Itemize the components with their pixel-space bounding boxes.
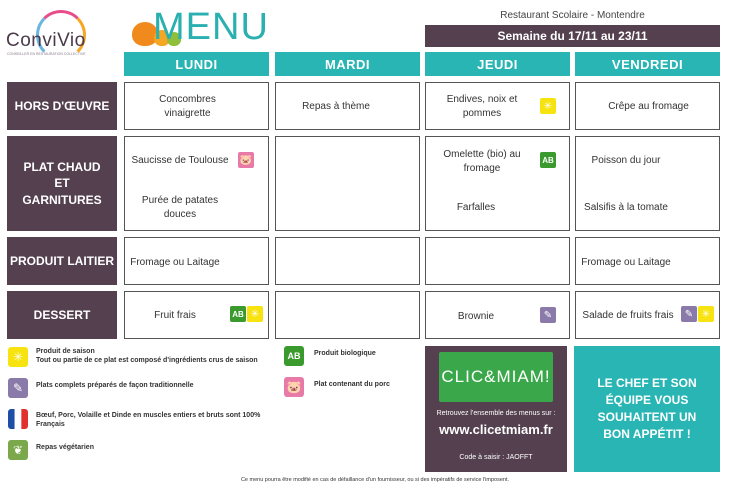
legend-season-icon: ✳ <box>8 347 28 367</box>
day-header-jeudi: JEUDI <box>425 52 570 76</box>
dish-text: Salsifis à la tomate <box>584 202 668 213</box>
homemade-icon: ✎ <box>540 307 556 323</box>
cell-lundi-hors-doeuvre <box>124 82 269 130</box>
clicetmiam-panel <box>425 346 567 472</box>
cell-vendredi-produit-laitier <box>575 237 720 285</box>
day-header-mardi: MARDI <box>275 52 420 76</box>
dish-text: Repas à thème <box>302 101 370 112</box>
bio-icon: AB <box>230 306 246 322</box>
dish-text: Fromage ou Laitage <box>581 257 671 268</box>
legend-pork-icon: 🐷 <box>284 377 304 397</box>
row-label-plat-chaud: PLAT CHAUD ET GARNITURES <box>7 136 117 231</box>
clicetmiam-link[interactable]: www.clicetmiam.fr <box>439 422 553 437</box>
legend-bio-icon: AB <box>284 346 304 366</box>
week-banner: Semaine du 17/11 au 23/11 <box>425 25 720 47</box>
dish-text: Concombres vinaigrette <box>159 94 216 119</box>
chef-message <box>574 346 720 472</box>
legend-homemade-icon: ✎ <box>8 378 28 398</box>
legend-season-title: Produit de saison <box>36 348 95 355</box>
page-title: MENU <box>153 6 269 48</box>
cell-jeudi-dessert <box>425 291 570 339</box>
logo-subtitle: CONSEILLER EN RESTAURATION COLLECTIVE <box>7 52 86 56</box>
convivio-logo <box>6 8 116 58</box>
bio-icon: AB <box>540 152 556 168</box>
clicetmiam-intro: Retrouvez l'ensemble des menus sur : <box>436 410 556 417</box>
legend-france: Bœuf, Porc, Volaille et Dinde en muscles entiers et bruts sont 100% Français <box>36 412 261 429</box>
dish-text: Fromage ou Laitage <box>130 257 220 268</box>
cell-mardi-dessert <box>275 291 420 339</box>
cell-mardi-produit-laitier <box>275 237 420 285</box>
restaurant-name: Restaurant Scolaire - Montendre <box>500 10 645 21</box>
clicetmiam-code: Code à saisir : JAOFFT <box>459 454 533 461</box>
legend-pork: Plat contenant du porc <box>314 381 390 388</box>
homemade-icon: ✎ <box>681 306 697 322</box>
season-icon: ✳ <box>247 306 263 322</box>
dish-text: Endives, noix et pommes <box>446 94 518 119</box>
legend-vegetarian: Repas végétarien <box>36 444 94 451</box>
row-label-produit-laitier: PRODUIT LAITIER <box>7 237 117 285</box>
cell-mardi-plat-chaud <box>275 136 420 231</box>
cell-lundi-produit-laitier <box>124 237 269 285</box>
legend-vegetarian-icon: ❦ <box>8 440 28 460</box>
dish-text: Saucisse de Toulouse <box>131 155 229 166</box>
day-header-vendredi: VENDREDI <box>575 52 720 76</box>
cell-jeudi-produit-laitier <box>425 237 570 285</box>
dish-text: Crêpe au fromage <box>608 101 689 112</box>
season-icon: ✳ <box>540 98 556 114</box>
dish-text: Fruit frais <box>154 310 196 321</box>
row-label-dessert: DESSERT <box>7 291 117 339</box>
cell-lundi-plat-chaud <box>124 136 269 231</box>
cell-lundi-dessert <box>124 291 269 339</box>
pork-icon: 🐷 <box>238 152 254 168</box>
cell-jeudi-hors-doeuvre <box>425 82 570 130</box>
legend-homemade: Plats complets préparés de façon traditionnelle <box>36 382 194 389</box>
cell-vendredi-plat-chaud <box>575 136 720 231</box>
dish-text: Salade de fruits frais <box>582 310 674 321</box>
dish-text: Purée de patates douces <box>141 195 219 220</box>
clicetmiam-logo: CLIC&MIAM! <box>439 352 553 402</box>
dish-text: Poisson du jour <box>591 155 661 166</box>
cell-vendredi-hors-doeuvre <box>575 82 720 130</box>
legend-season-desc: Tout ou partie de ce plat est composé d'ingrédients crus de saison <box>36 357 258 365</box>
dish-text: Omelette (bio) au fromage <box>443 149 521 174</box>
dish-text: Brownie <box>457 311 495 322</box>
france-flag-icon <box>8 409 28 429</box>
dish-text: Farfalles <box>456 202 496 213</box>
row-label-hors-doeuvre: HORS D'ŒUVRE <box>7 82 117 130</box>
cell-jeudi-plat-chaud <box>425 136 570 231</box>
season-icon: ✳ <box>698 306 714 322</box>
day-header-lundi: LUNDI <box>124 52 269 76</box>
chef-message-text: LE CHEF ET SON ÉQUIPE VOUS SOUHAITENT UN BON APPÉTIT ! <box>597 376 697 441</box>
legend-season <box>36 347 271 366</box>
logo-text: ConviVio <box>6 30 86 51</box>
footer-note: Ce menu pourra être modifié en cas de défaillance d'un fournisseur, ou si des impératifs de service l'imposent. <box>240 477 510 483</box>
legend-bio: Produit biologique <box>314 350 376 357</box>
cell-mardi-hors-doeuvre <box>275 82 420 130</box>
cell-vendredi-dessert <box>575 291 720 339</box>
